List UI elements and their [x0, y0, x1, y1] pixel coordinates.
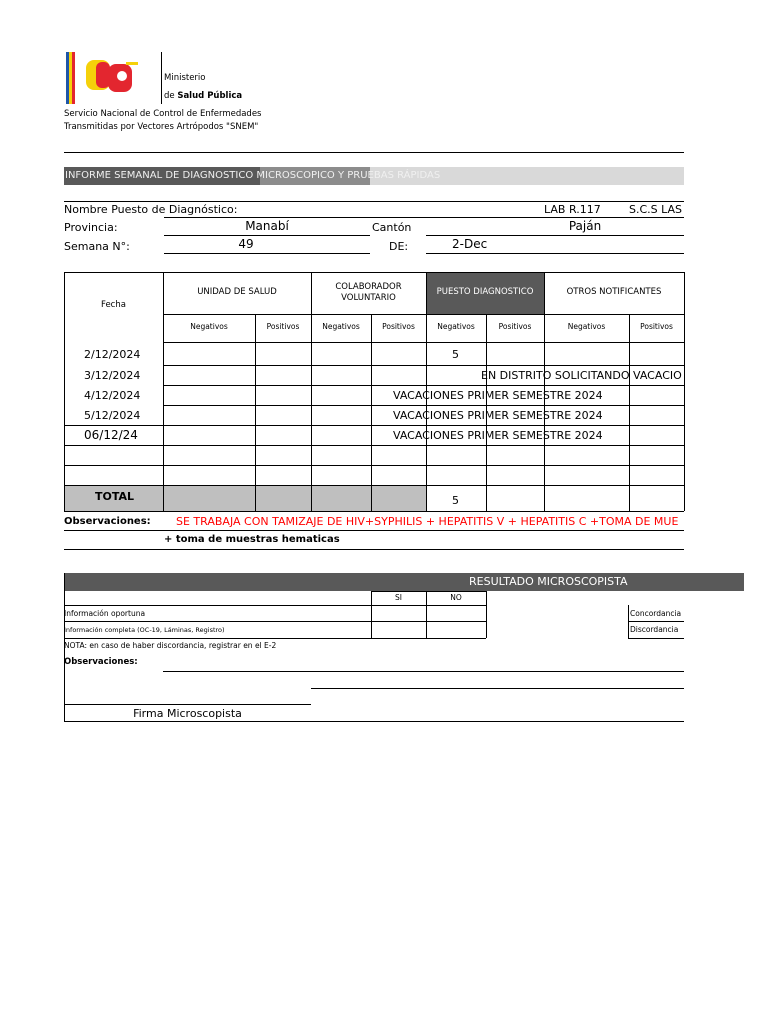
table-bottom	[64, 511, 684, 512]
de-label: DE:	[389, 240, 409, 253]
puesto-pos: Positivos	[498, 322, 532, 331]
colab-pos: Positivos	[382, 322, 415, 331]
unidad-header: UNIDAD DE SALUD	[197, 287, 277, 297]
semana-underline	[164, 253, 370, 254]
nota-text: NOTA: en caso de haber discordancia, registrar en el E-2	[64, 641, 277, 650]
si-header: SI	[395, 593, 402, 602]
semana-value: 49	[238, 237, 254, 251]
row-fecha-3: 4/12/2024	[84, 389, 141, 402]
obs-line1	[64, 530, 684, 531]
sino-top	[371, 591, 486, 592]
sino-header-line	[64, 605, 486, 606]
info-oportuna: Información oportuna	[64, 609, 146, 618]
puesto-underline	[164, 217, 684, 218]
provincia-value: Manabí	[245, 219, 289, 233]
header-divider	[64, 152, 684, 153]
observaciones-line2: + toma de muestras hematicas	[164, 534, 340, 545]
semana-label: Semana N°:	[64, 240, 130, 253]
de-value: 2-Dec	[452, 237, 488, 251]
info-completa: Información completa (OC-19, Láminas, Registro)	[64, 626, 225, 634]
discordancia-label: Discordancia	[630, 625, 679, 634]
fecha-header: Fecha	[101, 300, 126, 310]
servicio-text: Servicio Nacional de Control de Enfermedades	[64, 109, 262, 119]
discordancia-line	[628, 638, 684, 639]
row-note-4: VACACIONES PRIMER SEMESTRE 2024	[393, 409, 603, 422]
sub-colab-sep	[371, 314, 372, 511]
row1-line	[163, 365, 684, 366]
resultado-bottom	[64, 721, 684, 722]
sub-otros-sep	[629, 314, 630, 511]
row-note-2: EN DISTRITO SOLICITANDO VACACIO	[481, 369, 682, 382]
total-value: 5	[452, 494, 459, 507]
provincia-underline	[164, 235, 370, 236]
no-header: NO	[450, 593, 462, 602]
row-fecha-2: 3/12/2024	[84, 369, 141, 382]
resultado-obs-line	[163, 671, 684, 672]
canton-value: Paján	[568, 219, 602, 233]
report-title: INFORME SEMANAL DE DIAGNOSTICO MICROSCOPICO Y PRUEBAS RÁPIDAS	[65, 170, 441, 181]
de-underline	[426, 253, 684, 254]
salud-publica-text: de Salud Pública	[164, 91, 243, 101]
col-fecha-sep	[163, 272, 164, 511]
row-fecha-5: 06/12/24	[84, 428, 138, 442]
unidad-pos: Positivos	[266, 322, 300, 331]
concordancia-label: Concordancia	[630, 609, 682, 618]
puesto-header: PUESTO DIAGNOSTICO	[436, 287, 534, 297]
sub-unidad-sep	[255, 314, 256, 511]
row-note-5: VACACIONES PRIMER SEMESTRE 2024	[393, 429, 603, 442]
row-fecha-4: 5/12/2024	[84, 409, 141, 422]
total-label: TOTAL	[95, 490, 135, 503]
info-top-line	[64, 201, 684, 202]
completa-line	[64, 638, 486, 639]
row7-line	[64, 485, 684, 486]
row-note-3: VACACIONES PRIMER SEMESTRE 2024	[393, 389, 603, 402]
fecha-box-top	[64, 425, 163, 426]
puesto-label: Nombre Puesto de Diagnóstico:	[64, 203, 238, 216]
firma-label: Firma Microscopista	[133, 707, 242, 720]
colab-neg: Negativos	[322, 322, 360, 331]
ministerio-text: Ministerio	[164, 73, 206, 83]
row5-line	[64, 445, 684, 446]
concordancia-line	[628, 621, 684, 622]
otros-neg: Negativos	[567, 322, 606, 331]
otros-header: OTROS NOTIFICANTES	[566, 287, 662, 297]
header-mid-line	[163, 314, 684, 315]
row4-line	[163, 425, 684, 426]
ministry-logo	[66, 52, 162, 104]
transmitidas-text: Transmitidas por Vectores Artrópodos "SNEM"	[64, 122, 259, 132]
table-right	[684, 272, 685, 511]
resultado-observaciones-label: Observaciones:	[64, 657, 138, 667]
oportuna-line	[64, 621, 486, 622]
row6-line	[64, 465, 684, 466]
firma-underline	[64, 704, 311, 705]
otros-pos: Positivos	[640, 322, 673, 331]
lab-code: LAB R.117	[544, 203, 601, 216]
no-right	[486, 591, 487, 638]
provincia-label: Provincia:	[64, 221, 118, 234]
resultado-header-bg	[64, 573, 744, 591]
row2-line	[163, 385, 684, 386]
firma-top-line	[311, 688, 684, 689]
observaciones-label: Observaciones:	[64, 516, 151, 527]
resultado-title: RESULTADO MICROSCOPISTA	[469, 575, 628, 588]
row-puesto-neg-1: 5	[452, 348, 459, 361]
canton-label: Cantón	[372, 221, 412, 234]
puesto-neg: Negativos	[437, 322, 475, 331]
table-top	[64, 272, 684, 273]
observaciones-line1: SE TRABAJA CON TAMIZAJE DE HIV+SYPHILIS + HEPATITIS V + HEPATITIS C +TOMA DE MUE	[176, 515, 679, 528]
unidad-neg: Negativos	[190, 322, 228, 331]
row3-line	[163, 405, 684, 406]
obs-line2	[64, 549, 684, 550]
row-fecha-1: 2/12/2024	[84, 348, 141, 361]
scs-text: S.C.S LAS	[629, 203, 683, 216]
header-bottom-line	[163, 342, 684, 343]
colaborador-header: COLABORADOR VOLUNTARIO	[335, 282, 402, 303]
col-unidad-sep	[311, 272, 312, 511]
canton-underline	[426, 235, 684, 236]
